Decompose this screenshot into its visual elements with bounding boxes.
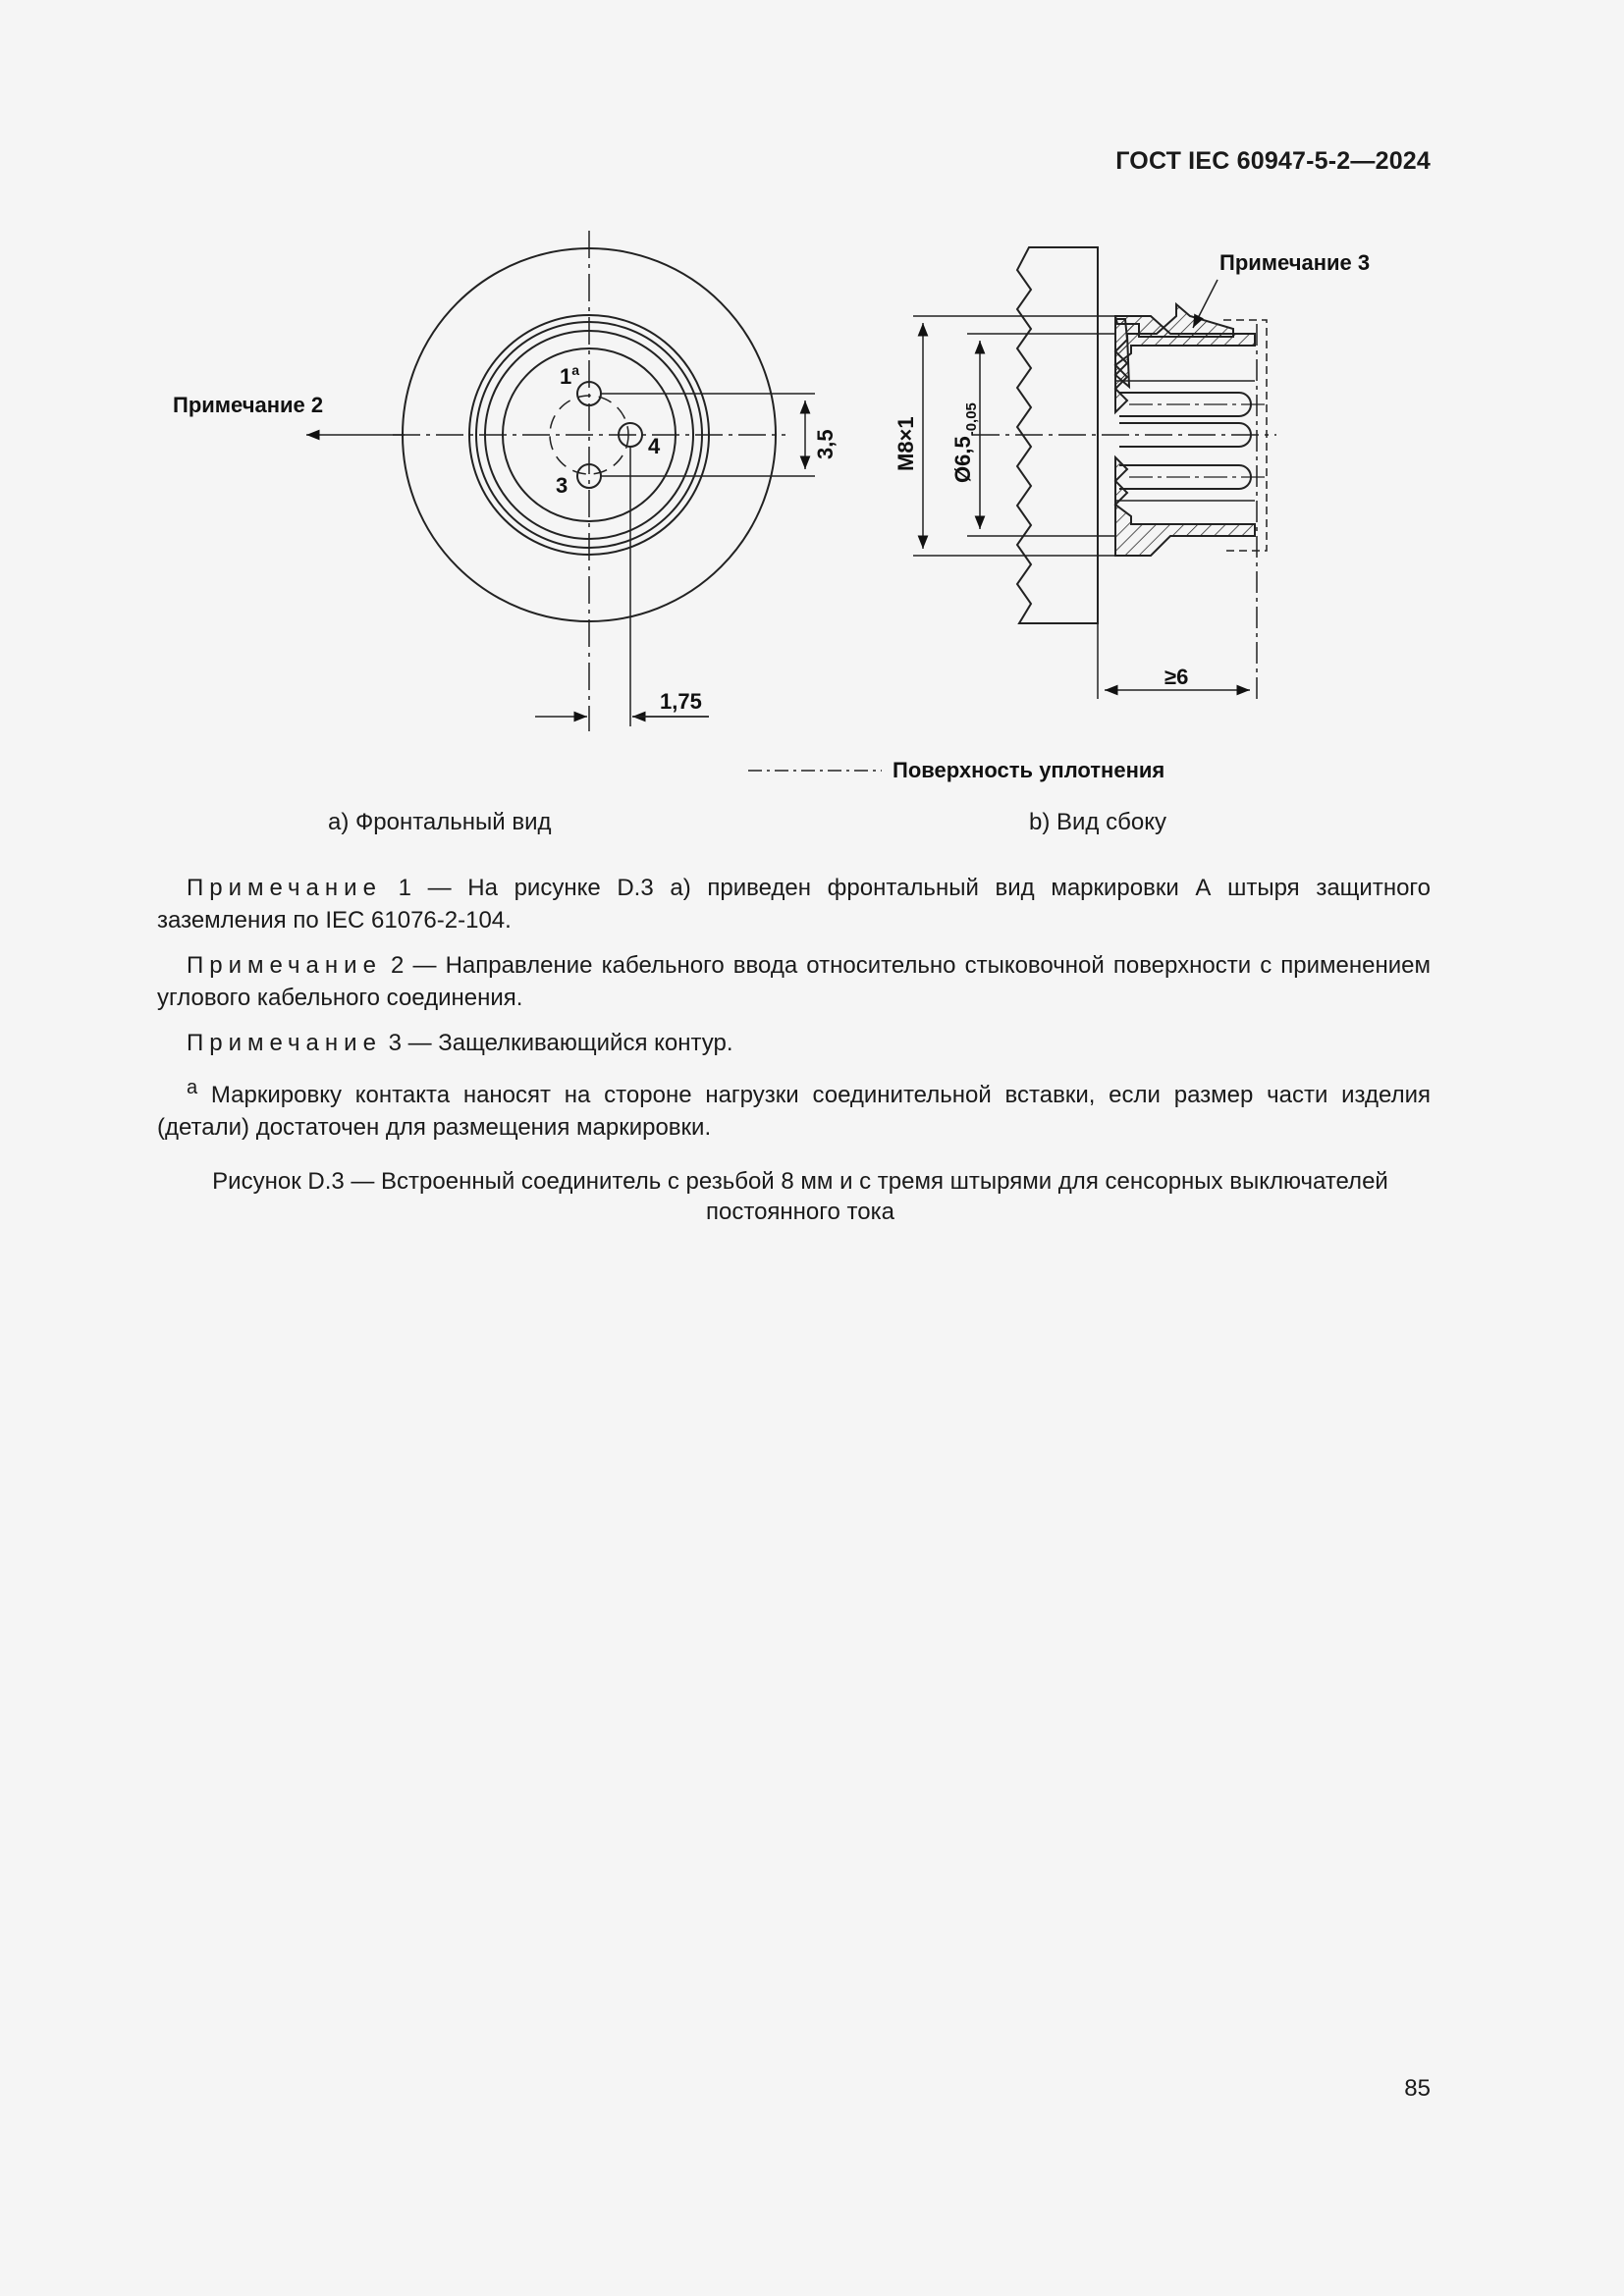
notes-block — [157, 872, 1431, 1156]
note-2-text: 2 — Направление кабельного ввода относительно стыковочной поверхности с применением углового кабельного соединения. — [157, 952, 1431, 1011]
note-3 — [157, 1027, 1431, 1059]
technical-drawing — [0, 0, 1624, 785]
footnote-mark: а — [187, 1077, 198, 1098]
pin1-label: 1$^a$ — [560, 362, 580, 389]
figure-title: Рисунок D.3 — Встроенный соединитель с резьбой 8 мм и с тремя штырями для сенсорных выключателей постоянного тока — [212, 1168, 1388, 1225]
dim-m8-label: M8×1 — [893, 416, 918, 471]
note-3-label: Примечание — [187, 1030, 382, 1056]
note-1-text: 1 — На рисунке D.3 а) приведен фронтальный вид маркировки А штыря защитного заземления по IEC 61076-2-104. — [157, 875, 1431, 934]
note-1 — [157, 872, 1431, 936]
connector-thread-bottom — [1115, 457, 1255, 556]
page-number: 85 — [1404, 2075, 1431, 2102]
note-1-label: Примечание — [187, 875, 382, 901]
footnote-a — [157, 1072, 1431, 1144]
note-2-label: Примечание — [187, 952, 382, 979]
pin3-label: 3 — [556, 473, 568, 498]
note2-label: Примечание 2 — [173, 393, 324, 417]
contact-pin-mid — [1119, 423, 1251, 447]
note3-label: Примечание 3 — [1219, 250, 1371, 275]
side-view — [748, 247, 1276, 771]
note-2 — [157, 949, 1431, 1014]
dim-ge6-label: ≥6 — [1164, 665, 1189, 689]
dim-d65-label: $Ø6,5_{-0,05}$ — [950, 402, 980, 483]
footnote-text: Маркировку контакта наносят на стороне нагрузки соединительной вставки, если размер части изделия (детали) достаточен для размещения маркировки. — [157, 1082, 1431, 1141]
caption-front-view: а) Фронтальный вид — [328, 809, 552, 835]
sealing-surface-label: Поверхность уплотнения — [893, 758, 1165, 782]
pin4-label: 4 — [648, 434, 661, 458]
note-3-text: 3 — Защелкивающийся контур. — [381, 1030, 733, 1056]
caption-side-view: b) Вид сбоку — [1029, 809, 1166, 835]
document-id: ГОСТ IEC 60947-5-2—2024 — [1115, 147, 1431, 175]
dim-175-label: 1,75 — [660, 689, 702, 714]
dim-35-label: 3,5 — [813, 429, 838, 459]
